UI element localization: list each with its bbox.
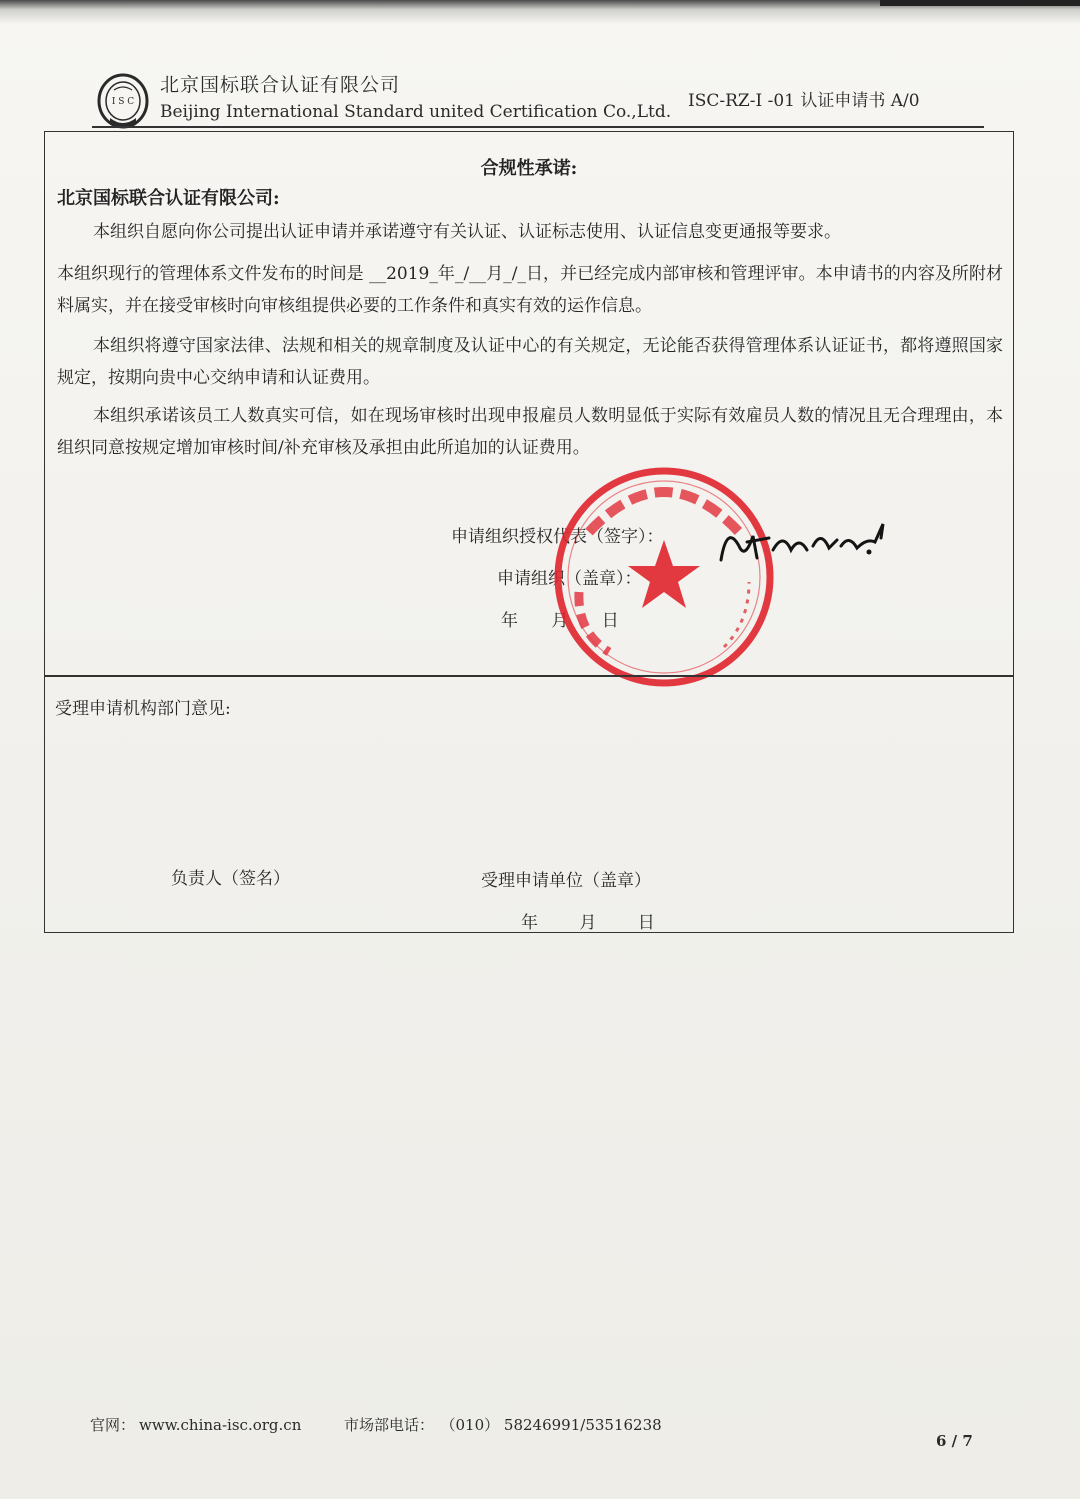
handwritten-signature bbox=[717, 516, 897, 572]
svg-text:I S C: I S C bbox=[111, 97, 135, 107]
letterhead bbox=[92, 64, 984, 130]
pledge-paragraph-3: 本组织将遵守国家法律、法规和相关的规章制度及认证中心的有关规定，无论能否获得管理体系认证证书，都将遵照国家规定，按期向贵中心交纳申请和认证费用。 bbox=[57, 336, 1003, 388]
footer-website bbox=[90, 1414, 301, 1435]
company-name-cn: 北京国标联合认证有限公司 bbox=[160, 74, 401, 96]
reviewer-signature-label: 负责人（签名） bbox=[171, 869, 290, 889]
section-divider bbox=[45, 675, 1013, 677]
review-date-label: 年 月 日 bbox=[521, 913, 655, 933]
addressee: 北京国标联合认证有限公司: bbox=[57, 188, 280, 209]
website-url: www.china-isc.org.cn bbox=[139, 1416, 302, 1434]
authorized-rep-signature-label: 申请组织授权代表（签字）： bbox=[451, 527, 664, 547]
pledge-paragraph-1: 本组织自愿向你公司提出认证申请并承诺遵守有关认证、认证标志使用、认证信息变更通报等要求。 bbox=[93, 222, 841, 242]
page-number: 6 / 7 bbox=[936, 1432, 973, 1450]
review-unit-seal-label: 受理申请单位（盖章） bbox=[481, 871, 651, 891]
applicant-org-seal-label: 申请组织（盖章）： bbox=[497, 569, 642, 589]
phone-number: （010） 58246991/53516238 bbox=[448, 1416, 662, 1434]
pledge-paragraph-2: 本组织现行的管理体系文件发布的时间是 __2019_年_/__月_/_日，并已经完成内部审核和管理评审。本申请书的内容及所附材料属实，并在接受审核时向审核组提供必要的工作条件和真实有效的运作信息。 bbox=[57, 264, 1003, 316]
review-opinion-title: 受理申请机构部门意见: bbox=[55, 699, 231, 719]
isc-logo-icon bbox=[96, 72, 150, 130]
website-label: 官网： bbox=[90, 1416, 136, 1434]
applicant-date-label: 年 月 日 bbox=[501, 611, 619, 631]
header-divider bbox=[92, 126, 984, 128]
pledge-form bbox=[44, 131, 1014, 933]
pledge-title: 合规性承诺: bbox=[480, 158, 578, 179]
scan-edge-shadow bbox=[0, 0, 1080, 24]
pledge-paragraph-4: 本组织承诺该员工人数真实可信，如在现场审核时出现申报雇员人数明显低于实际有效雇员人数的情况且无合理理由，本组织同意按规定增加审核时间/补充审核及承担由此所追加的认证费用。 bbox=[57, 406, 1003, 458]
document-code: ISC-RZ-I -01 认证申请书 A/0 bbox=[688, 91, 920, 111]
footer-phone bbox=[344, 1414, 662, 1435]
phone-label: 市场部电话： bbox=[344, 1416, 435, 1434]
company-name-en: Beijing International Standard united Certification Co.,Ltd. bbox=[160, 102, 672, 122]
company-seal-stamp bbox=[549, 462, 779, 692]
